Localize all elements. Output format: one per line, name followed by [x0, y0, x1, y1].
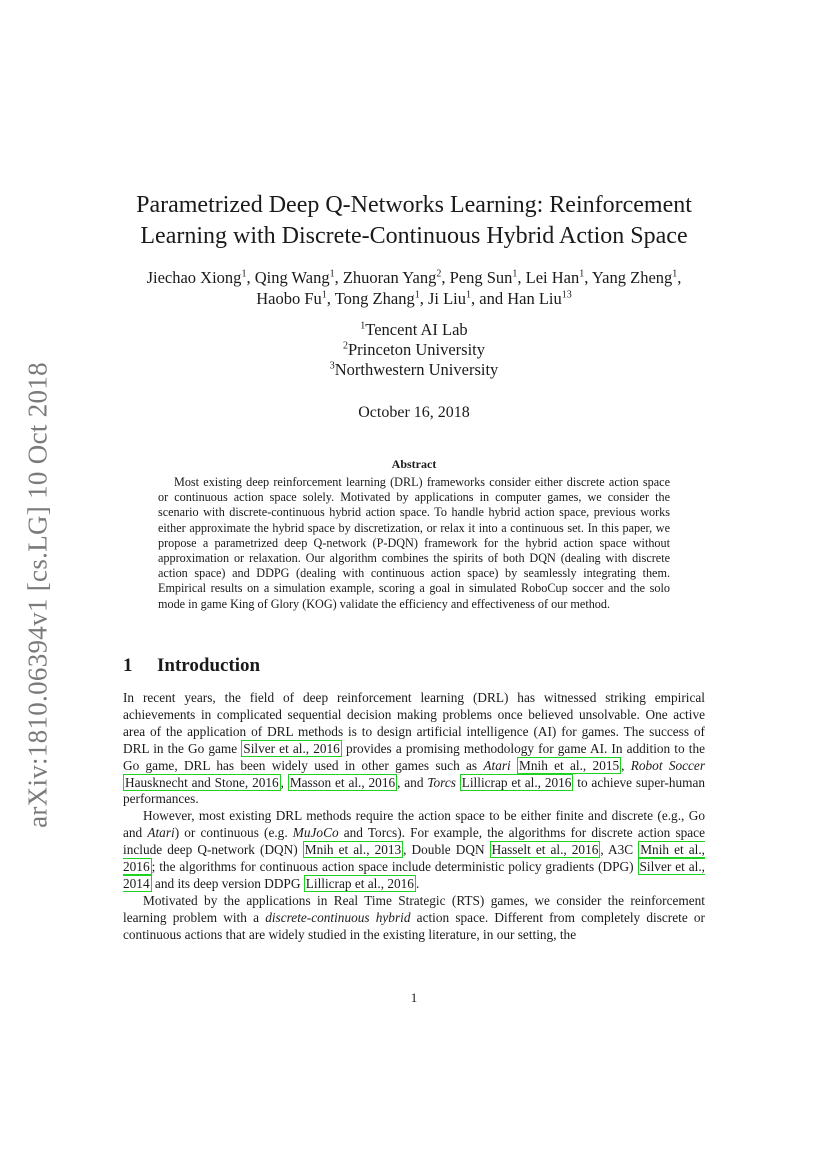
author-separator: ,	[326, 289, 335, 308]
author-affiliation-marker: 1	[321, 289, 327, 301]
author-name: Han Liu	[507, 289, 562, 308]
citation-link[interactable]: Mnih et al., 2016	[123, 842, 705, 875]
author-separator: ,	[584, 268, 592, 287]
section-heading-introduction	[123, 655, 260, 677]
text-run: and its deep version DDPG	[151, 875, 304, 891]
affiliation-name: Northwestern University	[334, 360, 499, 379]
author-line-1	[90, 267, 738, 288]
page-number: 1	[410, 990, 418, 1005]
text-run: However, most existing DRL methods require the action space to be either finite and discrete (e.g., Go and	[123, 808, 705, 841]
author-name: Zhuoran Yang	[342, 268, 437, 287]
text-run: , A3C	[600, 842, 639, 858]
emphasized-text: Atari	[483, 757, 511, 773]
paper-title	[90, 190, 738, 252]
emphasized-text: MuJoCo	[292, 825, 339, 841]
text-run: In recent years, the field of deep reinforcement learning (DRL) has witnessed striking empirical achievements in complicated sequential decision making problems once believed unsolvable. One active area of the application of DRL methods is to design artificial intelligence (AI) for games. The success of DRL in the Go game	[123, 690, 705, 756]
author-affiliation-marker: 2	[436, 268, 442, 280]
arxiv-identifier-margin	[18, 345, 58, 845]
citation-link[interactable]: Hasselt et al., 2016	[491, 842, 599, 858]
text-run: provides a promising methodology for game AI. In addition to the Go game, DRL has been widely used in other games such as	[123, 740, 705, 773]
text-run: and Torcs). For example, the algorithms for discrete action space include deep Q-network (DQN)	[123, 825, 705, 858]
author-name: Qing Wang	[254, 268, 330, 287]
affiliation-marker: 1	[360, 320, 366, 332]
citation-link[interactable]: Masson et al., 2016	[289, 774, 396, 790]
affiliation-2	[90, 340, 738, 360]
title-line-1: Parametrized Deep Q-Networks Learning: Reinforcement	[136, 192, 692, 218]
text-run: ,	[280, 774, 288, 790]
text-run: , and	[397, 774, 428, 790]
author-separator: , and	[471, 289, 508, 308]
author-affiliation-marker: 1	[579, 268, 585, 280]
author-name: Jiechao Xiong	[146, 268, 242, 287]
affiliation-marker: 2	[342, 340, 348, 352]
author-line-2	[90, 288, 738, 309]
author-separator: ,	[246, 268, 255, 287]
author-separator: ,	[419, 289, 428, 308]
arxiv-identifier[interactable]: arXiv:1810.06394v1 [cs.LG] 10 Oct 2018	[22, 362, 53, 828]
paragraph	[123, 808, 705, 893]
affiliation-1	[90, 320, 738, 340]
affiliation-marker: 3	[329, 360, 335, 372]
author-separator: ,	[677, 268, 682, 287]
text-run: ) or continuous (e.g.	[174, 825, 293, 841]
citation-link[interactable]: Silver et al., 2016	[243, 740, 340, 756]
introduction-body	[123, 690, 705, 944]
author-name: Tong Zhang	[334, 289, 415, 308]
text-run: , Double DQN	[403, 842, 490, 858]
text-run: .	[415, 875, 420, 891]
citation-link[interactable]: Lillicrap et al., 2016	[461, 774, 572, 790]
publication-date: October 16, 2018	[358, 404, 470, 421]
citation-link[interactable]: Mnih et al., 2015	[519, 757, 620, 773]
author-affiliation-marker: 1	[512, 268, 518, 280]
author-separator: ,	[441, 268, 450, 287]
paragraph	[123, 893, 705, 944]
abstract-heading: Abstract	[391, 457, 437, 471]
text-run: Motivated by the applications in Real Time Strategic (RTS) games, we consider the reinforcement learning problem with a	[123, 892, 705, 925]
affiliation-list	[90, 320, 738, 380]
title-line-2: Learning with Discrete-Continuous Hybrid Action Space	[140, 223, 688, 249]
section-title: Introduction	[157, 655, 261, 676]
citation-link[interactable]: Silver et al., 2014	[123, 859, 705, 891]
author-affiliation-marker: 13	[561, 289, 572, 301]
author-separator: ,	[517, 268, 526, 287]
author-name: Peng Sun	[449, 268, 513, 287]
citation-link[interactable]: Hausknecht and Stone, 2016	[125, 774, 279, 790]
author-separator: ,	[334, 268, 343, 287]
author-affiliation-marker: 1	[241, 268, 247, 280]
author-name: Haobo Fu	[256, 289, 322, 308]
text-run: to achieve super-human performances.	[123, 774, 706, 807]
text-run: ,	[621, 757, 631, 773]
citation-link[interactable]: Lillicrap et al., 2016	[305, 875, 414, 891]
abstract-text: Most existing deep reinforcement learning (DRL) frameworks consider either discrete action space or continuous action space solely. Motivated by applications in computer games, we consider the scenario with discrete-continuous hybrid action space. To handle hybrid action space, previous works either approximate the hybrid space by discretization, or relax it into a continuous set. In this paper, we propose a parametrized deep Q-network (P-DQN) framework for the hybrid action space without approximation or relaxation. Our algorithm combines the spirits of both DQN (dealing with discrete action space) and DDPG (dealing with continuous action space) by seamlessly integrating them. Empirical results on a simulation example, scoring a goal in simulated RoboCup soccer and the solo mode in game King of Glory (KOG) validate the efficiency and effectiveness of our method.	[158, 475, 670, 611]
section-number: 1	[123, 655, 133, 676]
affiliation-name: Princeton University	[347, 340, 486, 359]
text-run: action space. Different from completely discrete or continuous actions that are widely studied in the existing literature, in our setting, the	[123, 909, 705, 942]
author-name: Ji Liu	[427, 289, 467, 308]
author-name: Yang Zheng	[591, 268, 673, 287]
affiliation-name: Tencent AI Lab	[365, 320, 468, 339]
author-affiliation-marker: 1	[414, 289, 420, 301]
text-run: ; the algorithms for continuous action space include deterministic policy gradients (DPG)	[151, 859, 638, 875]
author-name: Lei Han	[525, 268, 580, 287]
citation-link[interactable]: Mnih et al., 2013	[304, 842, 402, 858]
emphasized-text: Robot Soccer	[630, 757, 705, 773]
author-affiliation-marker: 1	[329, 268, 335, 280]
emphasized-text: Atari	[147, 825, 175, 841]
author-affiliation-marker: 1	[672, 268, 678, 280]
emphasized-text: Torcs	[427, 774, 456, 790]
author-list	[90, 267, 738, 309]
author-affiliation-marker: 1	[466, 289, 472, 301]
emphasized-text: discrete-continuous hybrid	[265, 909, 411, 925]
affiliation-3	[90, 360, 738, 380]
paragraph	[123, 690, 705, 808]
